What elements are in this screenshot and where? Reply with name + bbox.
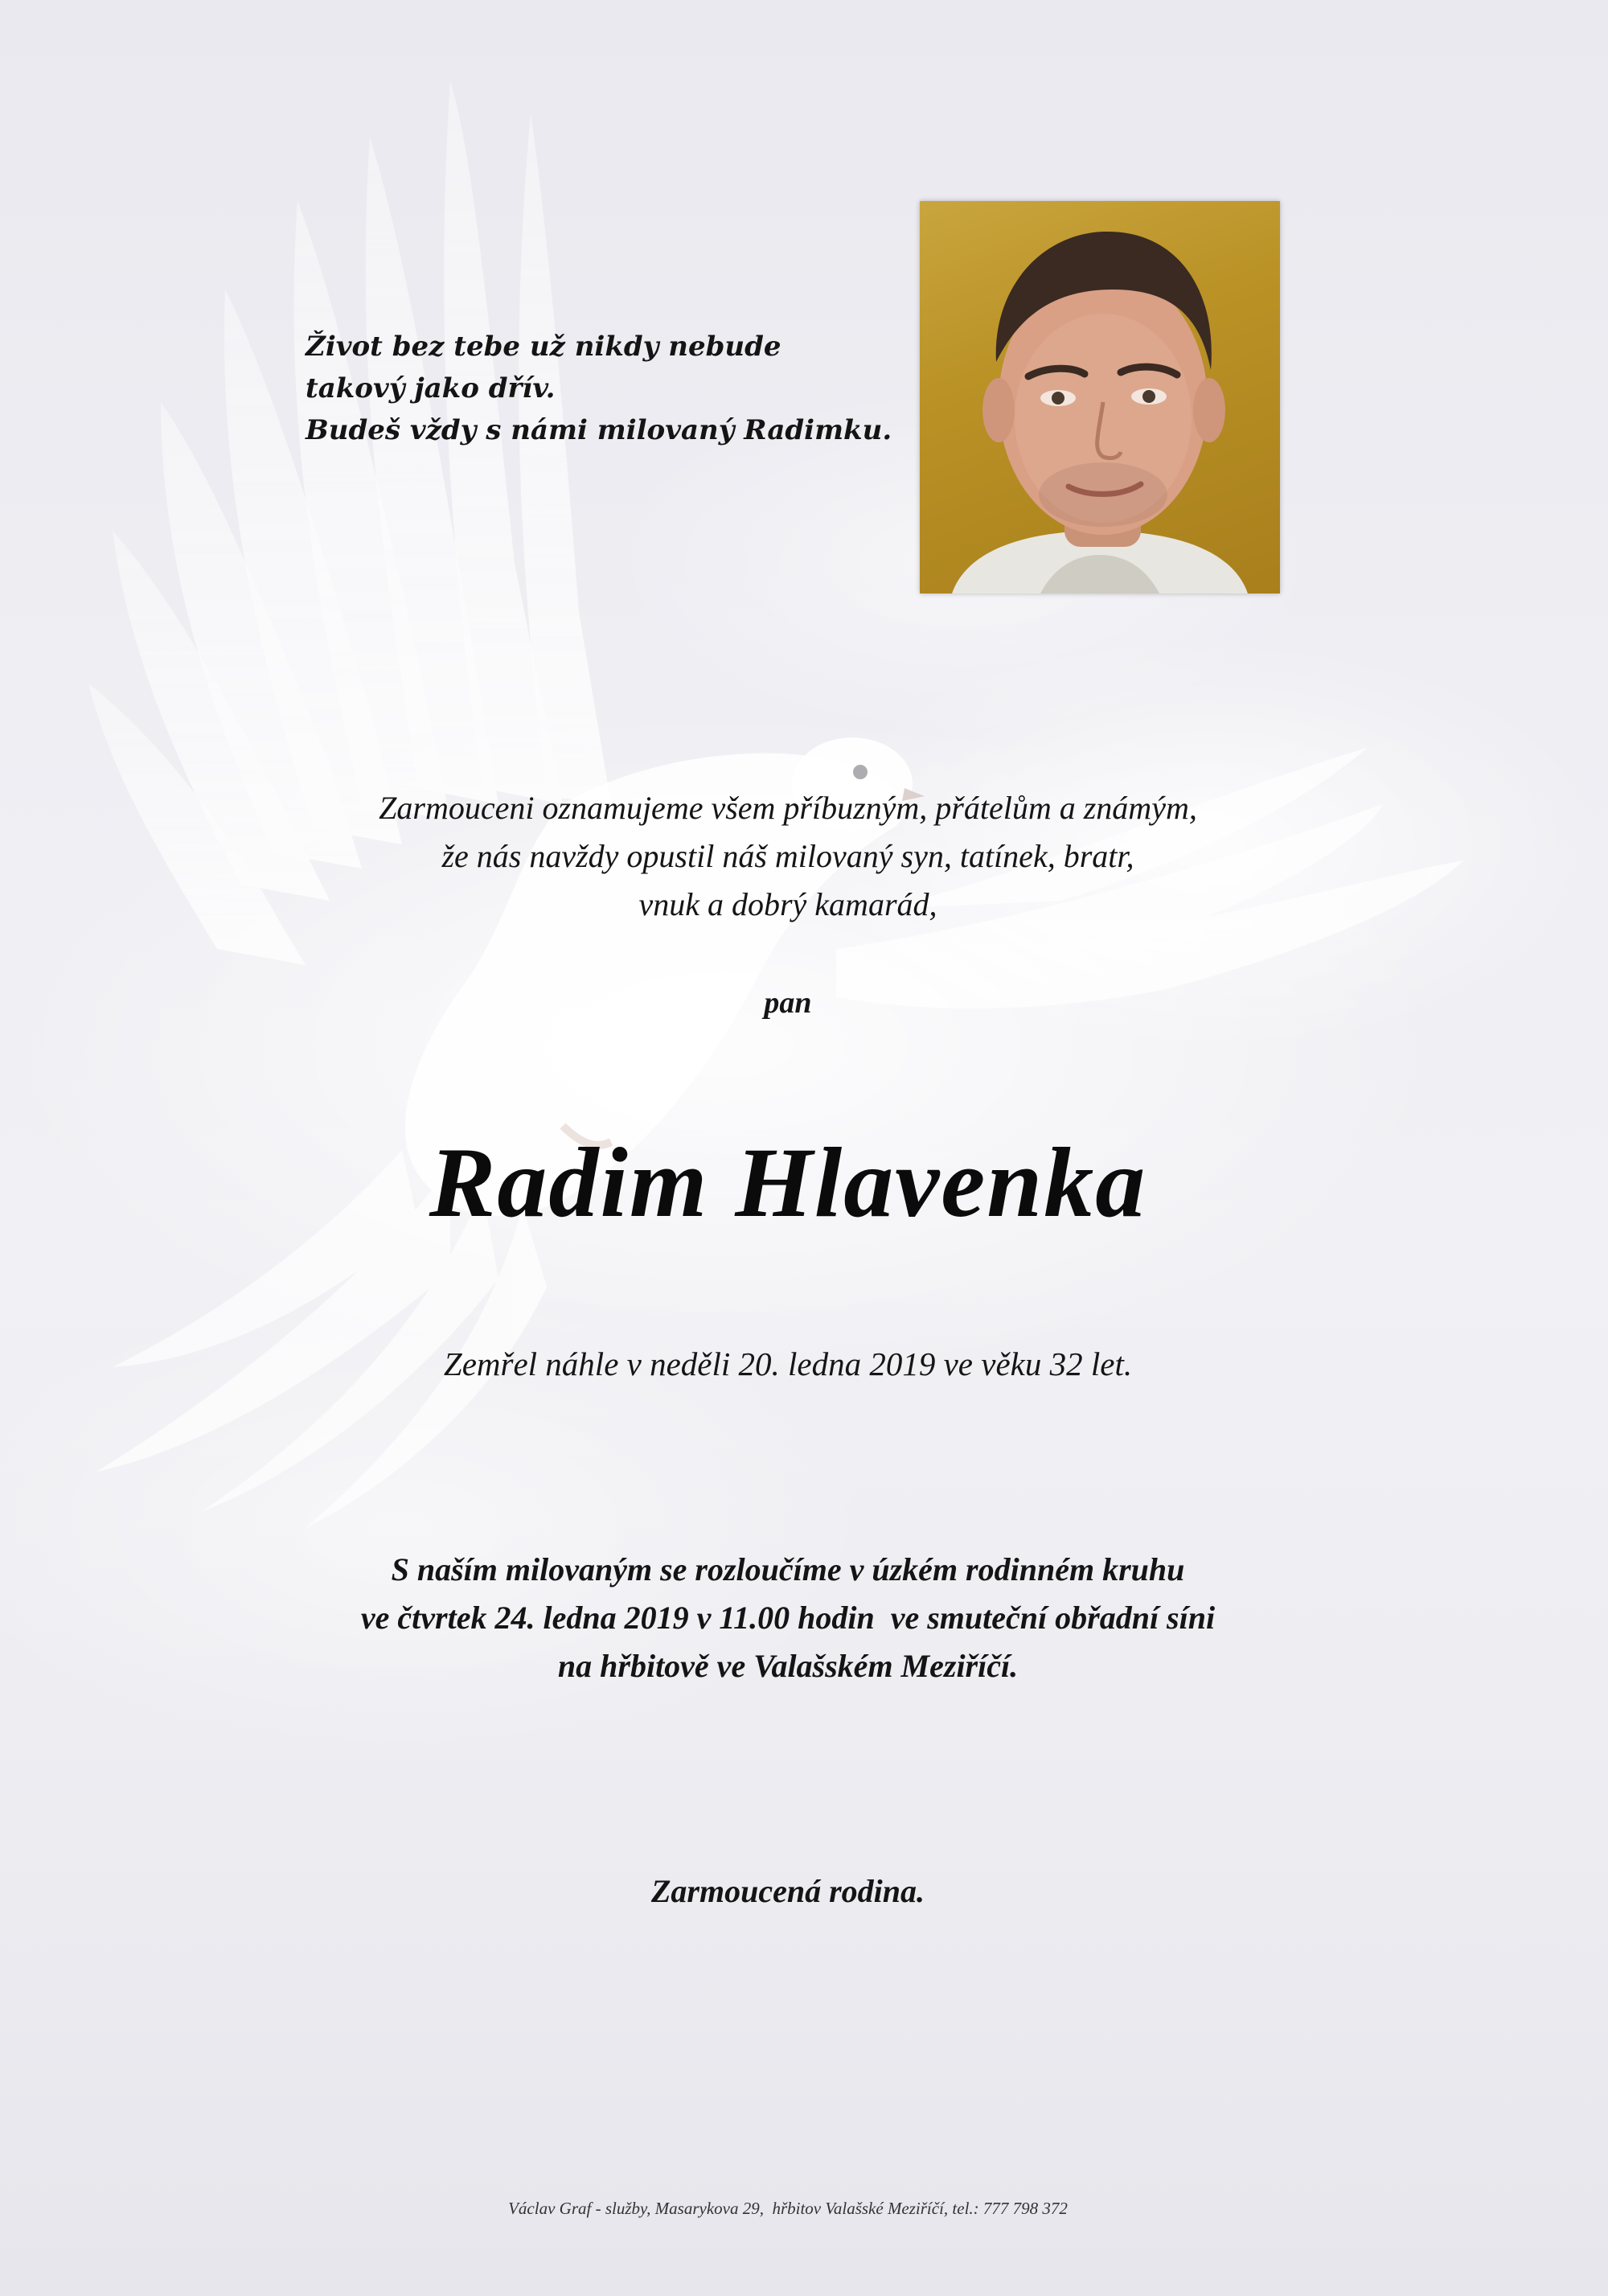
farewell-line: na hřbitově ve Valašském Meziříčí. <box>557 1648 1019 1684</box>
farewell-line: ve čtvrtek 24. ledna 2019 v 11.00 hodin ve smuteční obřadní síni <box>360 1600 1216 1636</box>
motto-line: Budeš vždy s námi milovaný Radimku. <box>306 414 892 446</box>
funeral-service-footer: Václav Graf - služby, Masarykova 29, hřbitov Valašské Meziříčí, tel.: 777 798 372 <box>508 2199 1068 2218</box>
announcement-line: Zarmouceni oznamujeme všem příbuzným, přátelům a známým, <box>379 790 1197 826</box>
announcement-line: že nás navždy opustil náš milovaný syn, tatínek, bratr, <box>441 838 1134 874</box>
person-portrait-icon <box>920 201 1280 594</box>
deceased-name: Radim Hlavenka <box>429 1127 1147 1238</box>
motto-line: takový jako dřív. <box>306 372 556 405</box>
motto-quote <box>306 326 892 451</box>
family-signature: Zarmoucená rodina. <box>650 1873 925 1909</box>
announcement-line: vnuk a dobrý kamarád, <box>638 886 937 922</box>
portrait-photo <box>920 201 1280 594</box>
honorific: pan <box>764 986 812 1020</box>
motto-line: Život bez tebe už nikdy nebude <box>306 331 781 363</box>
announcement-text <box>161 784 1415 929</box>
death-info: Zemřel náhle v neděli 20. ledna 2019 ve věku 32 let. <box>443 1345 1133 1382</box>
farewell-info <box>161 1546 1415 1690</box>
farewell-line: S naším milovaným se rozloučíme v úzkém rodinném kruhu <box>391 1551 1185 1587</box>
